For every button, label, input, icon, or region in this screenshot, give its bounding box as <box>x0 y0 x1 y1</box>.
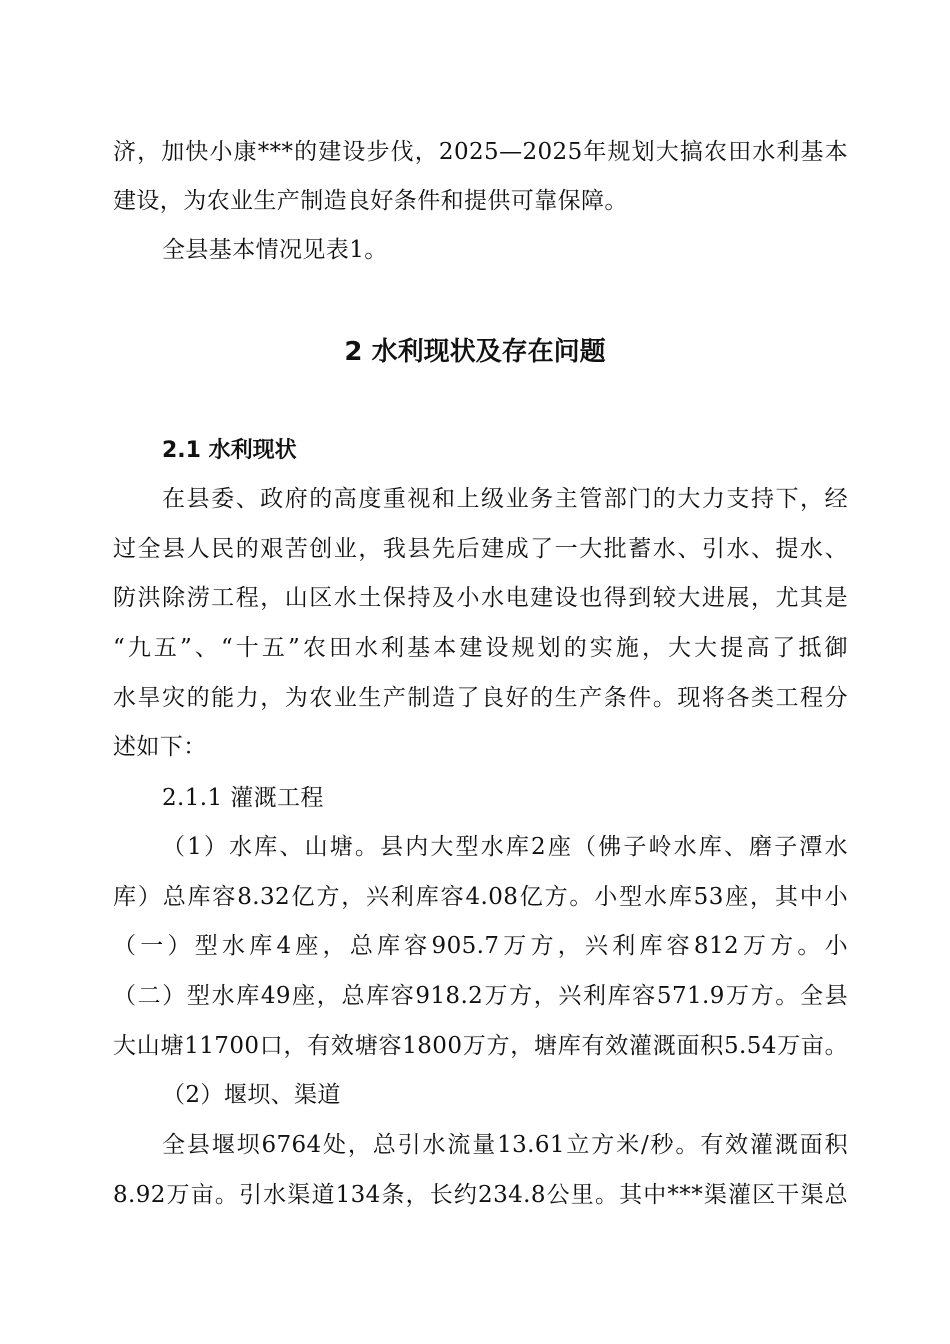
paragraph-4-line-5: 大山塘11700口，有效塘容1800万方，塘库有效灌溉面积5.54万亩。 <box>113 1033 848 1059</box>
paragraph-4-line-2: 库）总库容8.32亿方，兴利库容4.08亿方。小型水库53座，其中小 <box>113 884 848 910</box>
paragraph-5-line-2: 8.92万亩。引水渠道134条，长约234.8公里。其中***渠灌区干渠总 <box>113 1182 848 1208</box>
paragraph-1-line-2: 建设，为农业生产制造良好条件和提供可靠保障。 <box>113 188 628 214</box>
paragraph-5-line-1: 全县堰坝6764处，总引水流量13.61立方米/秒。有效灌溉面积 <box>162 1132 848 1158</box>
subsection-title: 2.1.1 灌溉工程 <box>162 785 324 811</box>
paragraph-3-line-2: 过全县人民的艰苦创业，我县先后建成了一大批蓄水、引水、提水、 <box>113 536 848 562</box>
paragraph-4-line-1: （1）水库、山塘。县内大型水库2座（佛子岭水库、磨子潭水 <box>162 834 848 860</box>
paragraph-3-line-6: 述如下： <box>113 734 207 760</box>
paragraph-3-line-4: “九五”、“十五”农田水利基本建设规划的实施，大大提高了抵御 <box>113 635 848 661</box>
item-2-title: （2）堰坝、渠道 <box>162 1082 341 1108</box>
paragraph-2: 全县基本情况见表1。 <box>162 237 388 263</box>
paragraph-4-line-4: （二）型水库49座，总库容918.2万方，兴利库容571.9万方。全县 <box>113 983 848 1009</box>
paragraph-3-line-1: 在县委、政府的高度重视和上级业务主管部门的大力支持下，经 <box>162 486 848 512</box>
paragraph-1-line-1: 济，加快小康***的建设步伐，2025—2025年规划大搞农田水利基本 <box>113 139 848 165</box>
paragraph-3-line-5: 水旱灾的能力，为农业生产制造了良好的生产条件。现将各类工程分 <box>113 685 848 711</box>
chapter-title: 2 水利现状及存在问题 <box>344 337 606 367</box>
paragraph-3-line-3: 防洪除涝工程，山区水土保持及小水电建设也得到较大进展，尤其是 <box>113 585 848 611</box>
section-title: 2.1 水利现状 <box>162 438 297 463</box>
paragraph-4-line-3: （一）型水库4座，总库容905.7万方，兴利库容812万方。小 <box>113 933 848 959</box>
